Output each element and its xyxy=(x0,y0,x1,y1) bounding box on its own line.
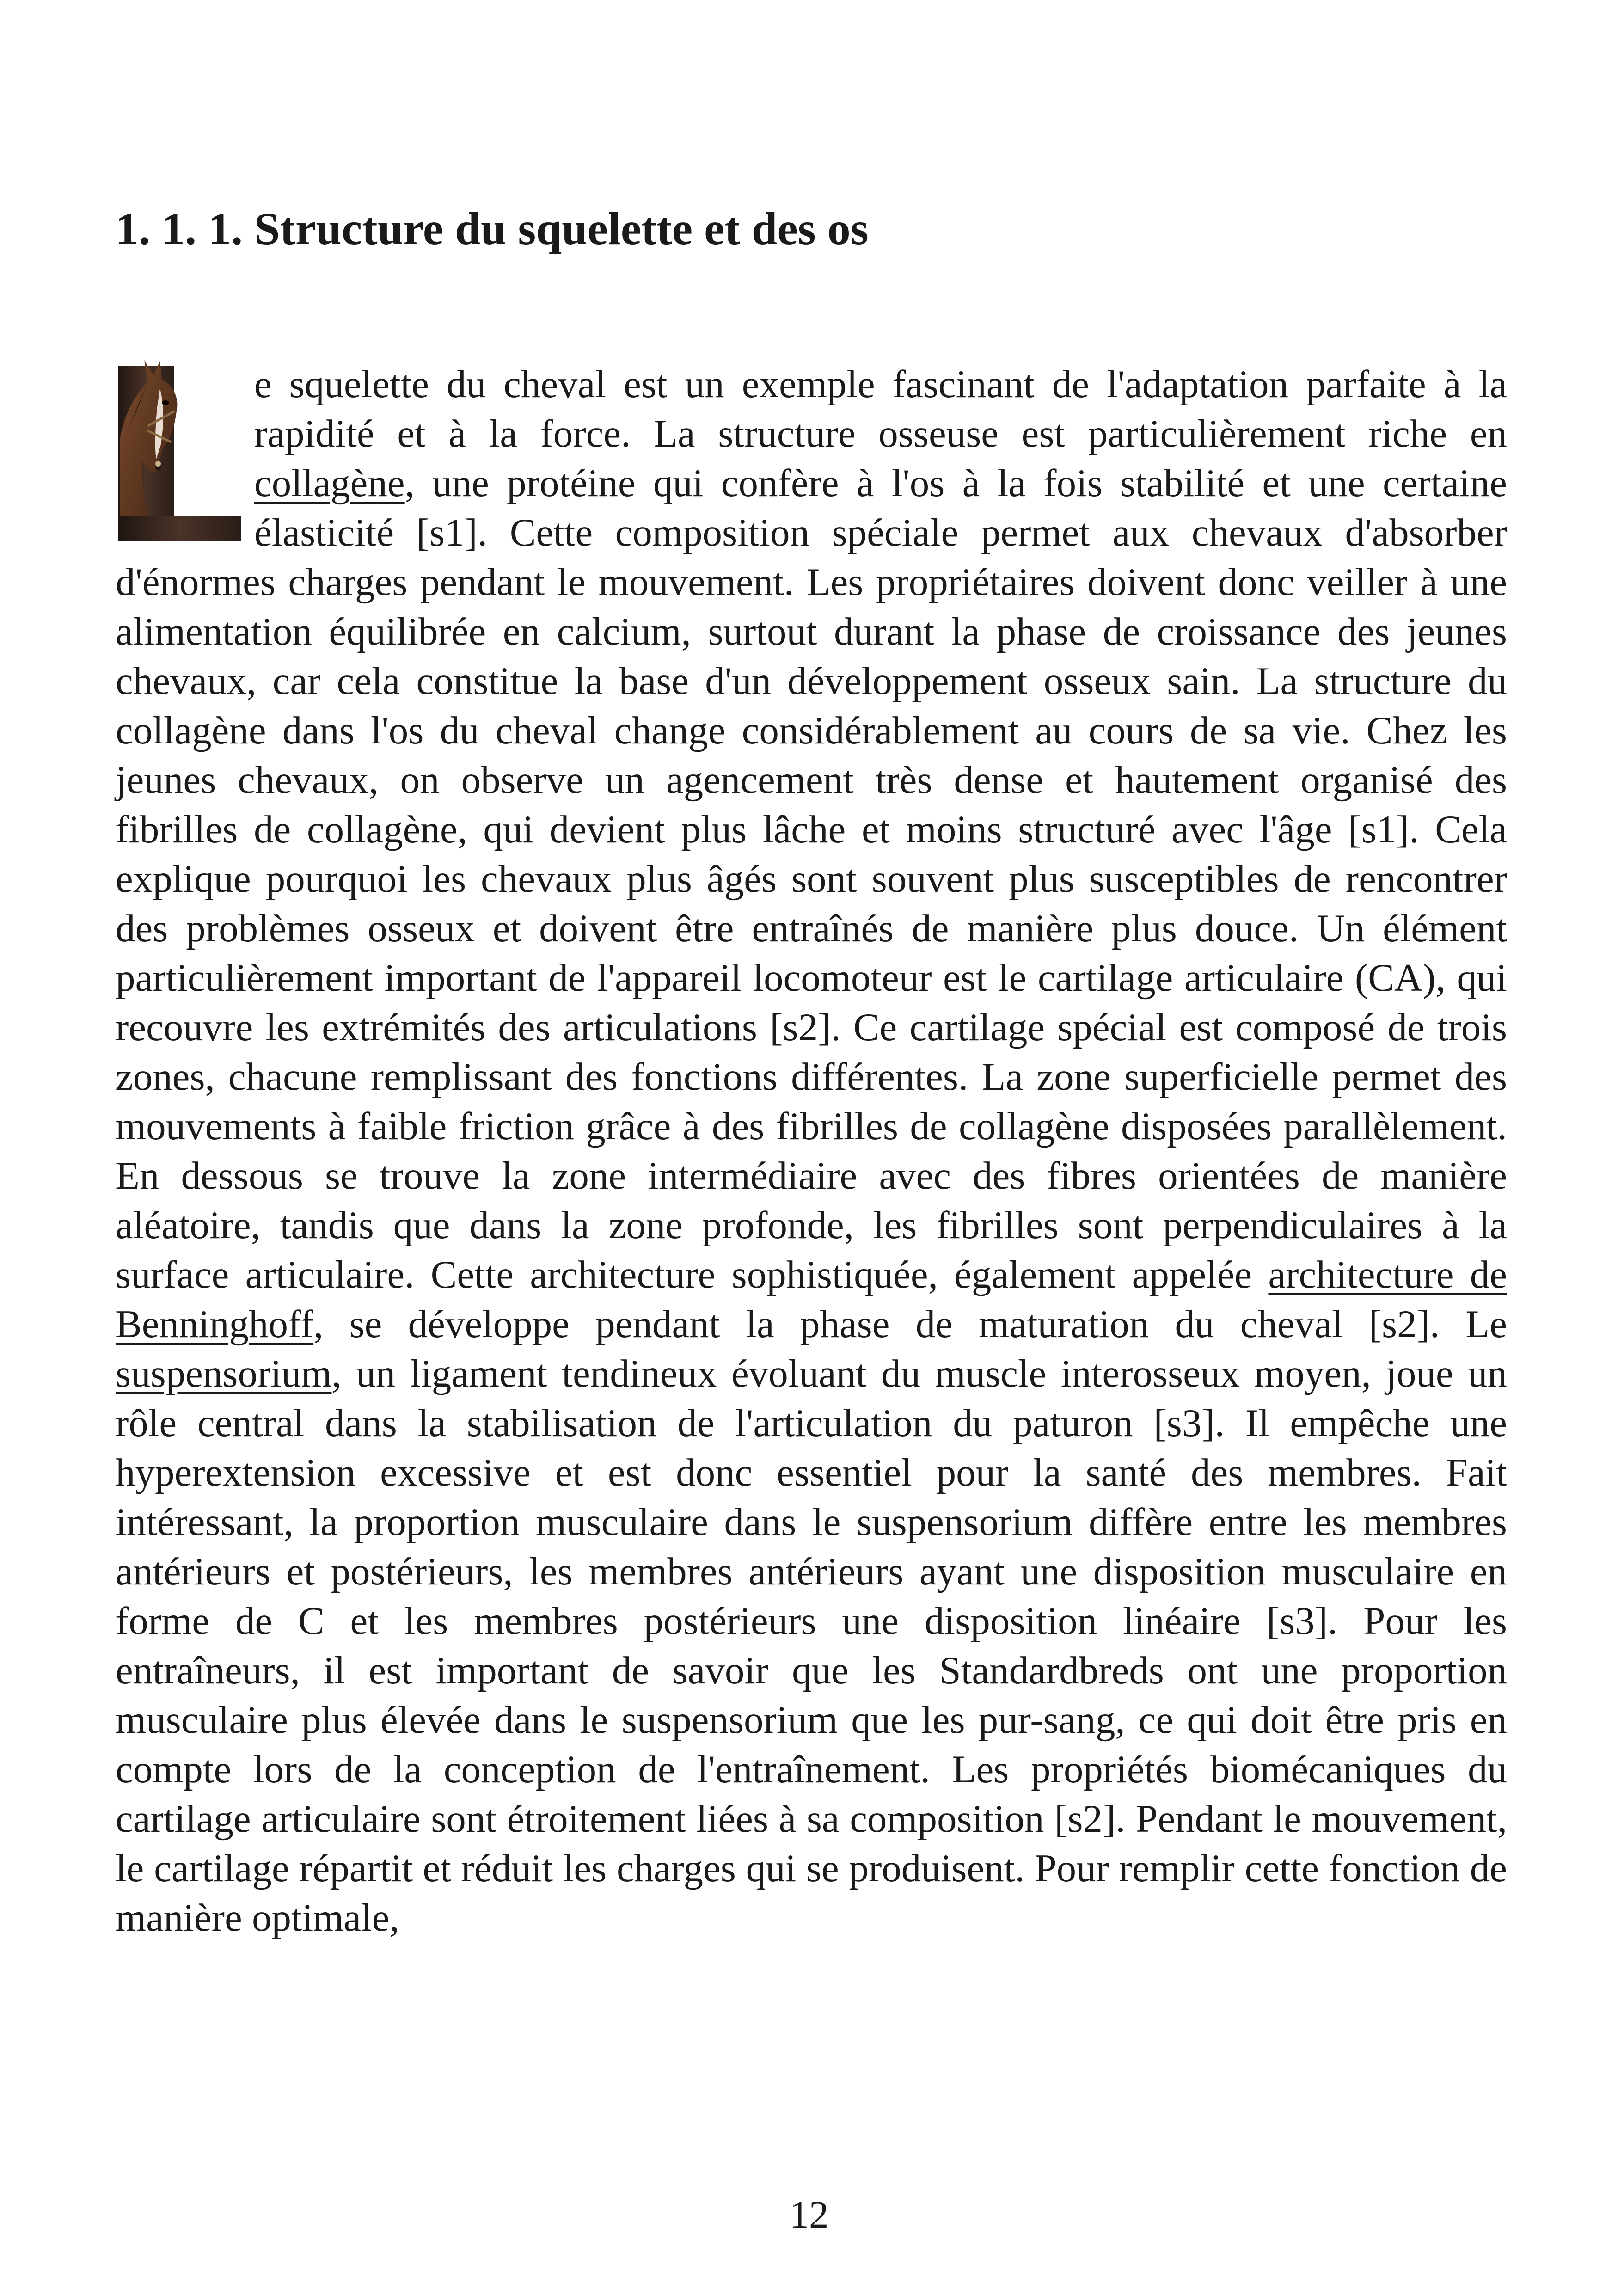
suspensorium-link[interactable]: suspensorium xyxy=(116,1352,332,1395)
page-number: 12 xyxy=(789,2193,829,2236)
body-text-segment: e squelette du cheval est un exemple fascinant de l'adaptation parfaite à la rapidité et à la force. La structure osseuse est particulièrement riche en xyxy=(254,362,1507,455)
body-text-segment: , un ligament tendineux évoluant du muscle interosseux moyen, joue un rôle central dans la stabilisation de l'articulation du paturon [s3]. Il empêche une hyperextension excessive et est donc essentiel pour la santé des membres. Fait intéressant, la proportion musculaire dans le suspensorium diffère entre les membres antérieurs et postérieurs, les membres antérieurs ayant une disposition musculaire en forme de C et les membres postérieurs une disposition linéaire [s3]. Pour les entraîneurs, il est important de savoir que les Standardbreds ont une proportion musculaire plus élevée dans le suspensorium que les pur-sang, ce qui doit être pris en compte lors de la conception de l'entraînement. Les propriétés biomécaniques du cartilage articulaire sont étroitement liées à sa composition [s2]. Pendant le mouvement, le cartilage répartit et réduit les charges qui se produisent. Pour remplir cette fonction de manière optimale, xyxy=(116,1352,1507,1940)
body-text xyxy=(116,360,1507,1943)
body-text-segment: , une protéine qui confère à l'os à la fois stabilité et une certaine élasticité [s1]. Cette composition spéciale permet aux chevaux d'absorber d'énormes charges pendant le mouvement. Les propriétaires doivent donc veiller à une alimentation équilibrée en calcium, surtout durant la phase de croissance des jeunes chevaux, car cela constitue la base d'un développement osseux sain. La structure du collagène dans l'os du cheval change considérablement au cours de sa vie. Chez les jeunes chevaux, on observe un agencement très dense et hautement organisé des fibrilles de collagène, qui devient plus lâche et moins structuré avec l'âge [s1]. Cela explique pourquoi les chevaux plus âgés sont souvent plus susceptibles de rencontrer des problèmes osseux et doivent être entraînés de manière plus douce. Un élément particulièrement important de l'appareil locomoteur est le cartilage articulaire (CA), qui recouvre les extrémités des articulations [s2]. Ce cartilage spécial est composé de trois zones, chacune remplissant des fonctions différentes. La zone superficielle permet des mouvements à faible friction grâce à des fibrilles de collagène disposées parallèlement. En dessous se trouve la zone intermédiaire avec des fibres orientées de manière aléatoire, tandis que dans la zone profonde, les fibrilles sont perpendiculaires à la surface articulaire. Cette architecture sophistiquée, également appelée xyxy=(116,461,1507,1296)
dropcap-letter-illustration xyxy=(116,356,254,541)
section-heading: 1. 1. 1. Structure du squelette et des os xyxy=(116,203,869,254)
body-paragraph xyxy=(116,360,1507,1943)
collagene-link[interactable]: collagène xyxy=(254,461,405,505)
body-text-segment: , se développe pendant la phase de maturation du cheval [s2]. Le xyxy=(313,1302,1507,1346)
horse-head-icon xyxy=(116,356,254,541)
benninghoff-architecture-link[interactable]: architecture de Benninghoff xyxy=(116,1253,1507,1346)
